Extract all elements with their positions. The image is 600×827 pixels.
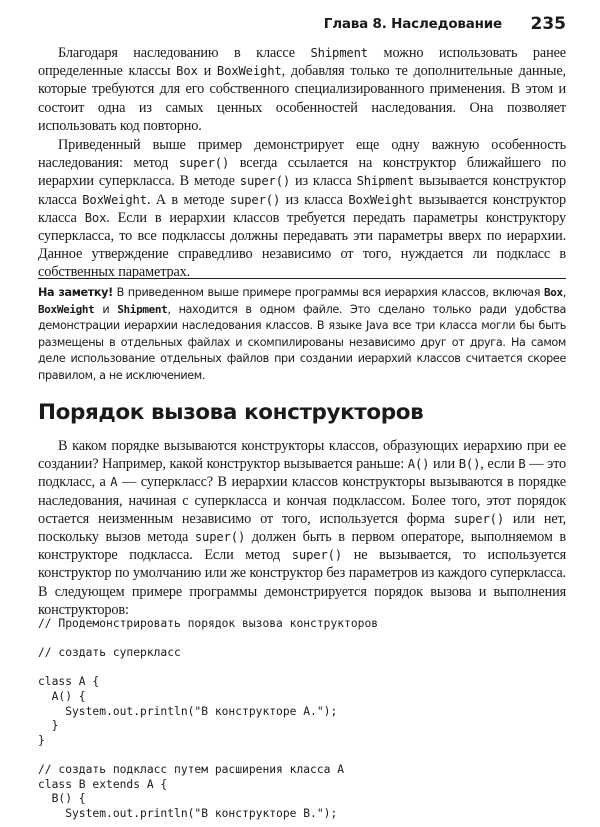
book-page — [38, 0, 566, 827]
inline-code: Box — [176, 64, 198, 79]
inline-code: super() — [453, 511, 505, 526]
inline-code: A() — [407, 457, 430, 472]
paragraph-constructor-order: В каком порядке вызываются конструкторы классов, образующих иерархию при ее создании? Например, какой конструктор вызывается раньше: A() или B(), если B — это подкласс, а A — суперкласс? В иерархии классов конструкторы вызываются в порядке наследования, начиная с суперкласса и кончая подклассом. Более того, этот порядок остается неизменным независимо от того, используется форма super() или нет, поскольку вызов метода super() должен быть в первом операторе, выполняемом в конструкторе подкласса. Если метод super() не вызывается, то используется конструктор по умолчанию или же конструктор без параметров из каждого суперкласса. В следующем примере программы демонстрируется порядок вызова и выполнения конструкторов: — [38, 438, 566, 618]
inline-code: Shipment — [117, 302, 168, 316]
inline-code: Shipment — [310, 46, 368, 60]
inline-code: B() — [458, 457, 481, 472]
inline-code: Box — [543, 286, 563, 299]
inline-code: B — [518, 457, 526, 472]
inline-code: BoxWeight — [348, 192, 413, 207]
note-label: На заметку! — [38, 286, 113, 299]
inline-code: Shipment — [356, 174, 415, 189]
inline-code: super() — [229, 192, 281, 207]
code-listing: // Продемонстрировать порядок вызова конструкторов // создать суперкласс class A { A() { System.out.println("В конструкторе A."); } } // создать подкласс путем расширения класса A class B extends A { B() { System.out.println("В конструкторе B."); — [38, 617, 379, 820]
inline-code: super() — [178, 156, 230, 171]
inline-code: BoxWeight — [216, 64, 282, 79]
page-number: 235 — [530, 14, 566, 34]
paragraph-super-reference: Приведенный выше пример демонстрирует еще одну важную особенность наследования: метод super() всегда ссылается на конструктор ближайшего по иерархии суперкласса. В методе super() из класса Shipment вызывается конструктор класса BoxWeight. А в методе super() из класса BoxWeight вызывается конструктор класса Box. Если в иерархии классов требуется передать параметры конструктору суперкласса, то все подклассы должны передавать эти параметры вверх по иерархии. Данное утверждение справедливо независимо от того, нуждается ли подкласс в собственных параметрах. — [38, 137, 566, 281]
inline-code: Box — [84, 210, 107, 225]
paragraph-inheritance-benefit: Благодаря наследованию в классе Shipment можно использовать ранее определенные классы Box и BoxWeight, добавляя только те дополнительные данные, которые требуются для его собственного специализированного применения. В этом и состоит одна из самых ценных особенностей наследования. Она позволяет использовать код повторно. — [38, 45, 567, 134]
chapter-title: Глава 8. Наследование — [323, 16, 502, 32]
inline-code: super() — [291, 548, 343, 563]
section-heading: Порядок вызова конструкторов — [38, 400, 424, 425]
page-header — [38, 14, 566, 38]
inline-code: A — [110, 475, 118, 490]
inline-code: super() — [239, 174, 291, 189]
inline-code: super() — [194, 530, 246, 545]
inline-code: BoxWeight — [38, 302, 95, 316]
inline-code: BoxWeight — [82, 192, 147, 207]
note-box: На заметку! В приведенном выше примере программы вся иерархия классов, включая Box, BoxWeight и Shipment, находится в одном файле. Это сделано только ради удобства демонстрации иерархии наследования классов. В языке Java все три класса могли бы быть размещены в отдельных файлах и скомпилированы независимо друг от друга. На самом деле использование отдельных файлов при создании иерархий классов считается скорее правилом, а не исключением. — [38, 278, 566, 385]
